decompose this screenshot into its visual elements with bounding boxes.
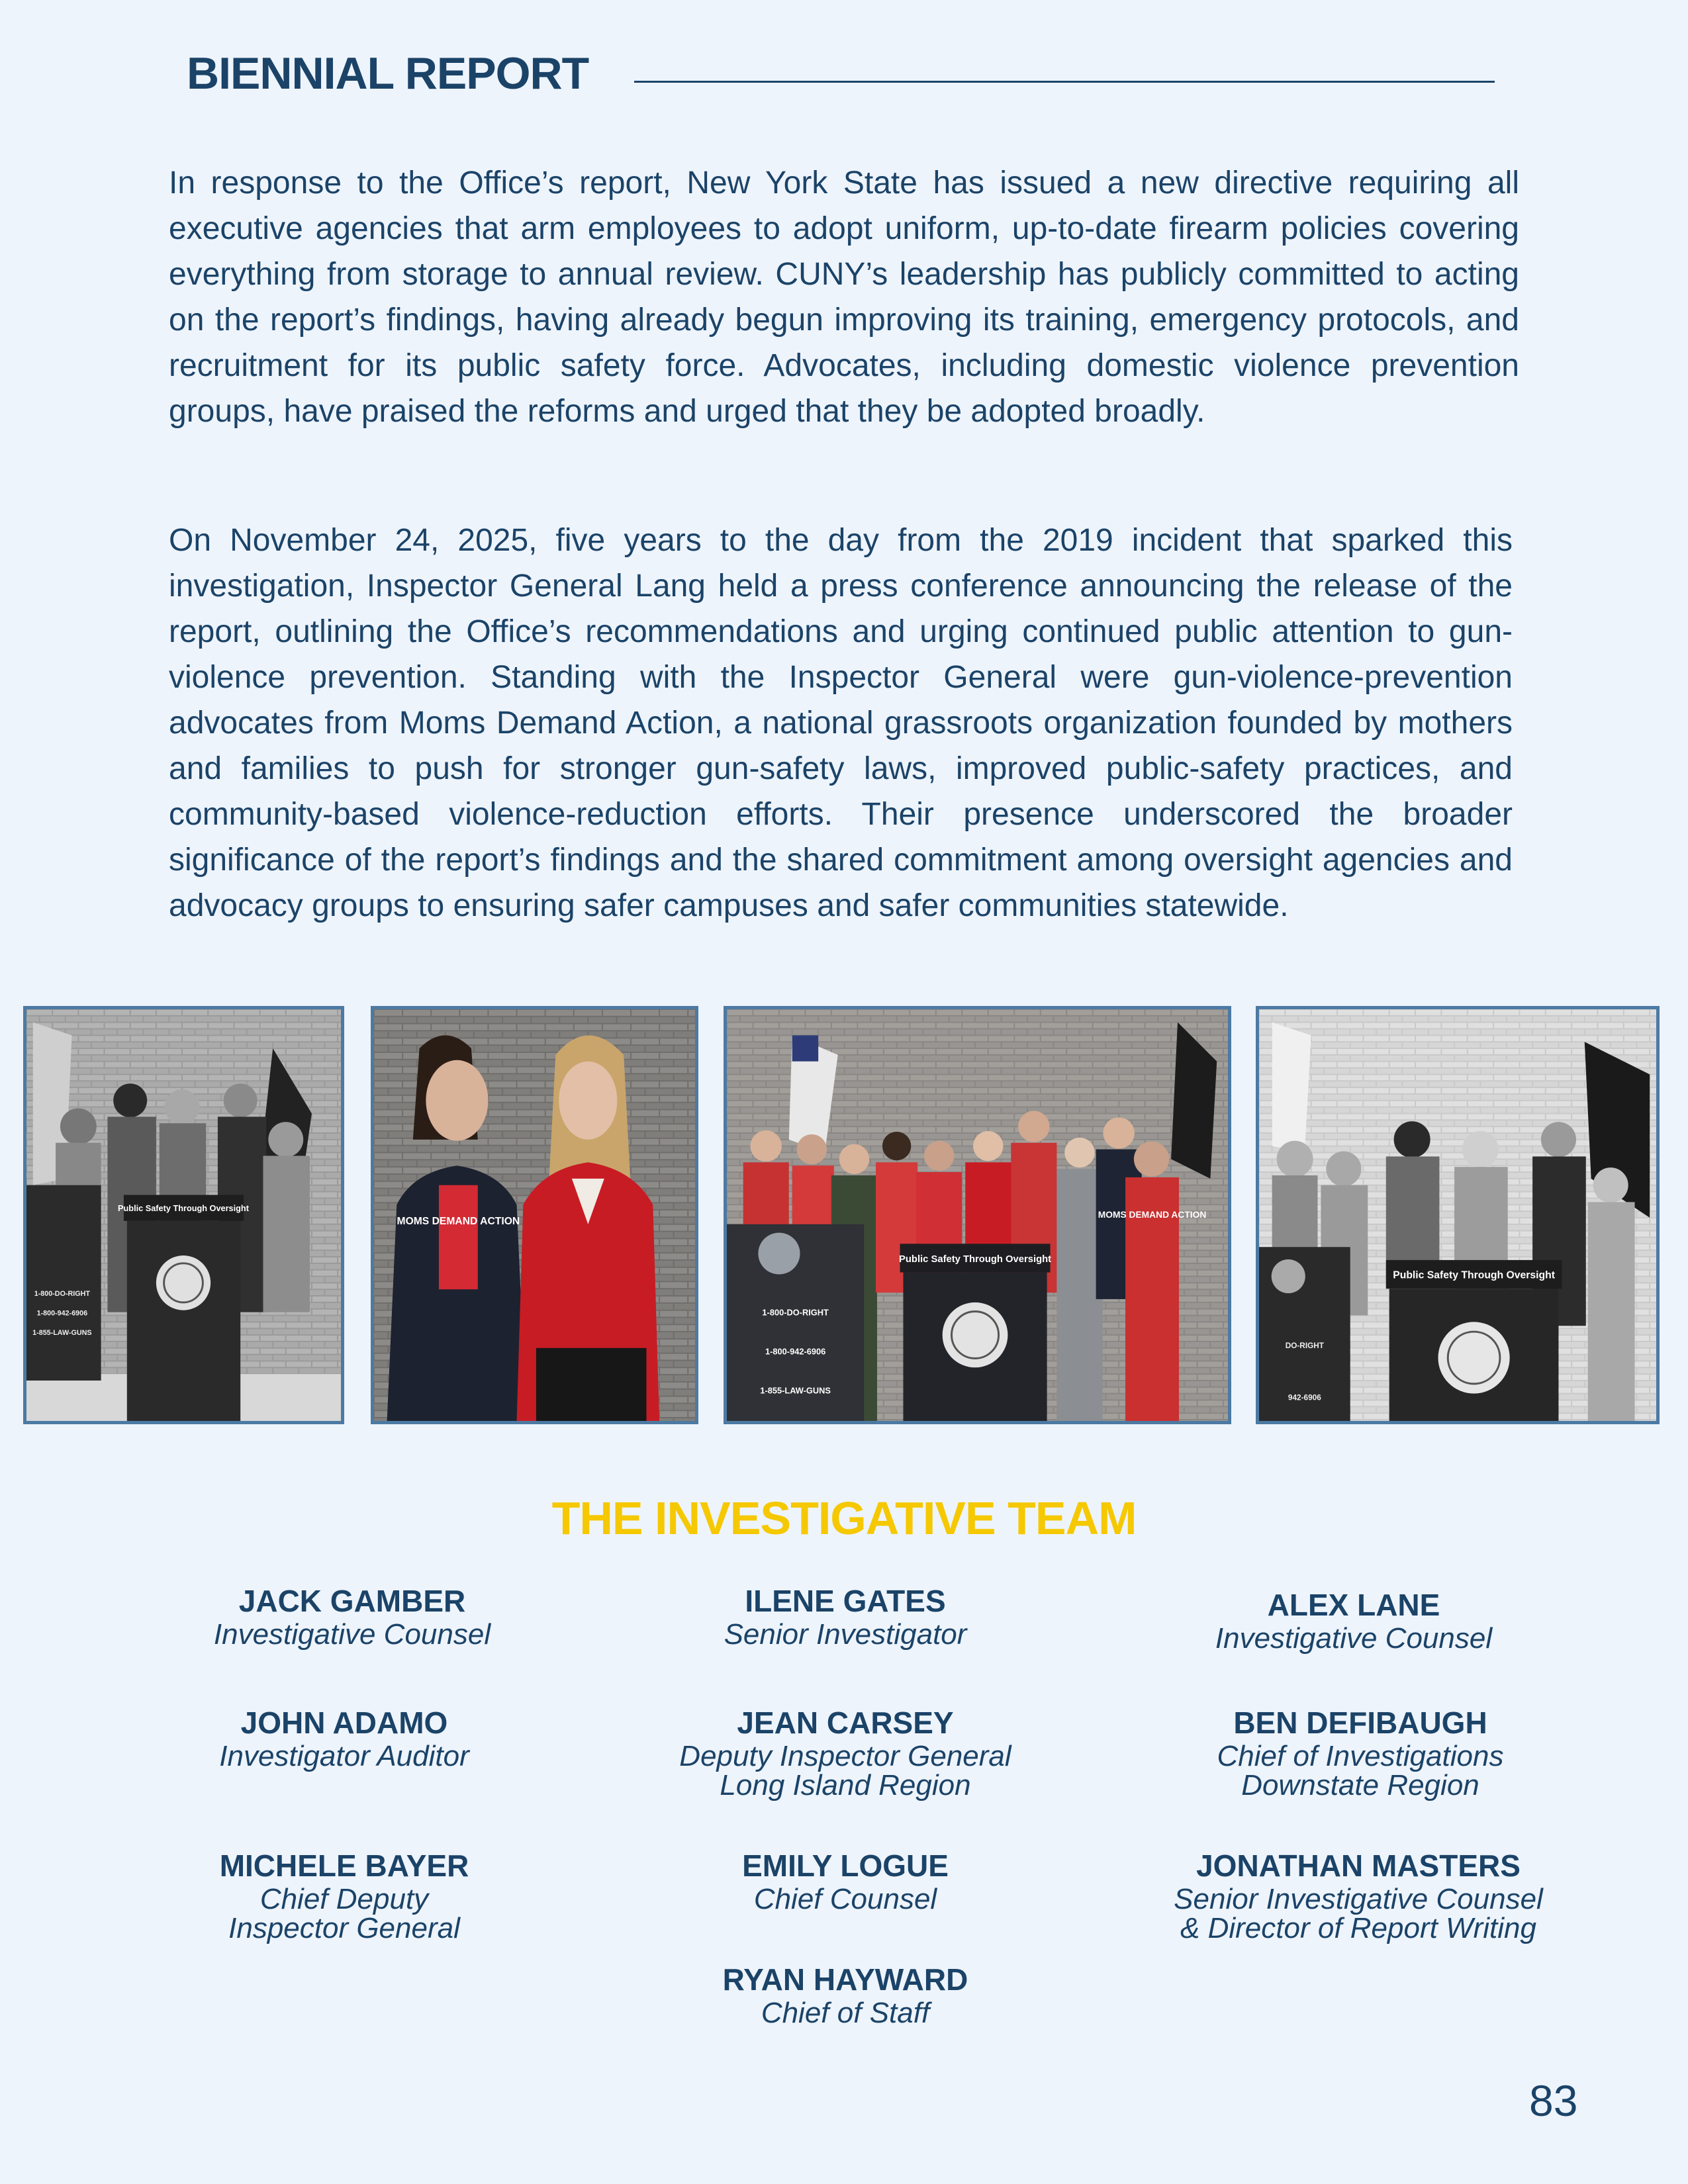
member-role: Chief Counsel	[753, 1883, 937, 1915]
member-name: EMILY LOGUE	[742, 1848, 949, 1883]
member-name: JONATHAN MASTERS	[1196, 1848, 1521, 1883]
poster-line-4-1: DO-RIGHT	[1285, 1340, 1325, 1350]
shirt-text-photo-2: MOMS DEMAND ACTION	[397, 1215, 520, 1227]
press-conference-photo-1	[23, 1006, 344, 1424]
team-member-ryan-hayward	[594, 1960, 1097, 2028]
press-conference-photo-4	[1256, 1006, 1660, 1424]
body-paragraph-2: On November 24, 2025, five years to the day from the 2019 incident that sparked this investigation, Inspector General Lang held a press conference announcing the release of the report, outlining the Office’s recommendations and urging continued public attention to gun-violence prevention. Standing with the Inspector General were gun-violence-prevention advocates from Moms Demand Action, a national grassroots organization founded by mothers and families to push for stronger gun-safety laws, improved public-safety practices, and community-based violence-reduction efforts. Their presence underscored the broader significance of the report’s findings and the shared commitment among oversight agencies and advocacy groups to ensuring safer campuses and safer communities statewide.	[169, 523, 1513, 923]
team-member-ben-defibaugh	[1109, 1704, 1612, 1800]
poster-line-3-3: 1-855-LAW-GUNS	[760, 1385, 831, 1396]
member-name: BEN DEFIBAUGH	[1233, 1706, 1487, 1740]
team-member-john-adamo	[93, 1704, 596, 1771]
team-member-jack-gamber	[101, 1582, 604, 1649]
poster-line-1-2: 1-800-942-6906	[36, 1309, 88, 1318]
podium-sign-text-1: Public Safety Through Oversight	[118, 1203, 249, 1214]
member-role: Chief of Staff	[761, 1997, 930, 2029]
member-name: MICHELE BAYER	[219, 1848, 469, 1883]
poster-line-3-1: 1-800-DO-RIGHT	[762, 1307, 829, 1318]
member-name: ALEX LANE	[1267, 1588, 1440, 1622]
member-name: JEAN CARSEY	[737, 1706, 954, 1740]
team-member-emily-logue	[594, 1846, 1097, 1914]
poster-line-1-1: 1-800-DO-RIGHT	[34, 1290, 90, 1298]
press-conference-photo-3	[724, 1006, 1231, 1424]
page-number: 83	[1529, 2076, 1578, 2125]
member-role: Senior Investigator	[724, 1618, 967, 1651]
member-role: Chief of Investigations Downstate Region	[1217, 1740, 1504, 1801]
member-role: Investigative Counsel	[1215, 1622, 1493, 1655]
team-member-jonathan-masters	[1107, 1846, 1610, 1943]
member-role: Investigator Auditor	[219, 1740, 469, 1772]
member-name: RYAN HAYWARD	[722, 1962, 968, 1997]
member-role: Investigative Counsel	[213, 1618, 491, 1651]
body-paragraph-1: In response to the Office’s report, New York State has issued a new directive requiring all executive agencies that arm employees to adopt uniform, up-to-date firearm policies covering everything from storage to annual review. CUNY’s leadership has publicly committed to acting on the report’s findings, having already begun improving its training, emergency protocols, and recruitment for its public safety force. Advocates, including domestic violence prevention groups, have praised the reforms and urged that they be adopted broadly.	[169, 165, 1519, 429]
team-section-title: THE INVESTIGATIVE TEAM	[551, 1492, 1137, 1544]
team-member-michele-bayer	[93, 1846, 596, 1943]
member-role: Deputy Inspector General Long Island Region	[679, 1740, 1011, 1801]
poster-line-3-2: 1-800-942-6906	[765, 1346, 826, 1357]
report-title: BIENNIAL REPORT	[187, 48, 589, 99]
team-member-alex-lane	[1102, 1586, 1605, 1653]
podium-sign-text-4: Public Safety Through Oversight	[1393, 1269, 1555, 1281]
member-role: Senior Investigative Counsel & Director of Report Writing	[1174, 1883, 1543, 1944]
member-role: Chief Deputy Inspector General	[228, 1883, 460, 1944]
podium-sign-text-3: Public Safety Through Oversight	[899, 1253, 1052, 1265]
header-divider	[634, 81, 1495, 83]
shirt-text-photo-3: MOMS DEMAND ACTION	[1098, 1209, 1207, 1220]
member-name: JACK GAMBER	[238, 1584, 466, 1618]
poster-line-4-2: 942-6906	[1288, 1392, 1321, 1402]
team-member-ilene-gates	[594, 1582, 1097, 1649]
press-conference-photo-2	[371, 1006, 698, 1424]
poster-line-1-3: 1-855-LAW-GUNS	[32, 1329, 92, 1338]
member-name: JOHN ADAMO	[240, 1706, 448, 1740]
team-member-jean-carsey	[594, 1704, 1097, 1800]
member-name: ILENE GATES	[745, 1584, 946, 1618]
